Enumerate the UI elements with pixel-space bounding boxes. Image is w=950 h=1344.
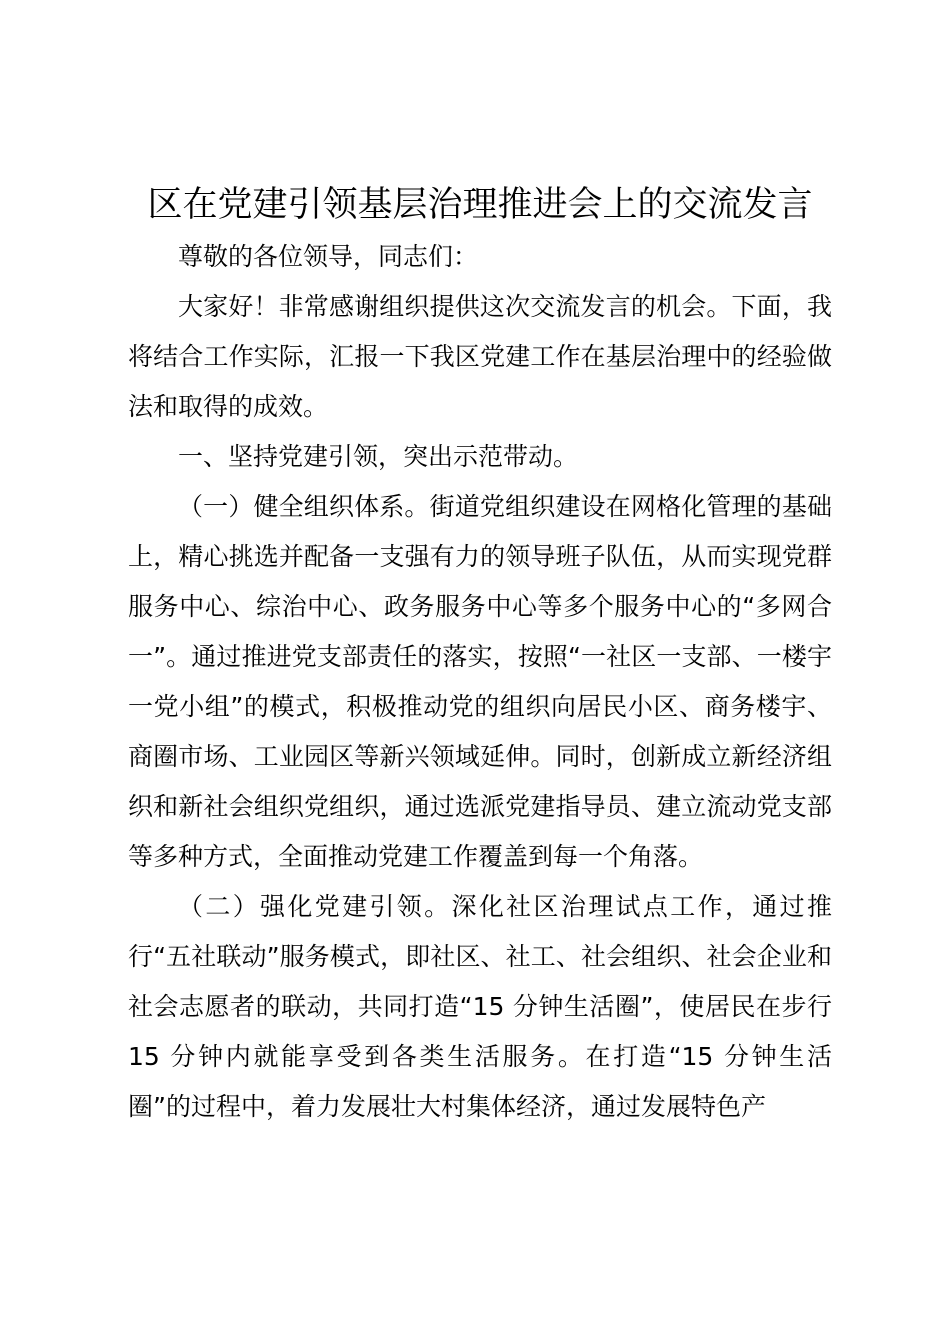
subsection-paragraph-2: （二）强化党建引领。深化社区治理试点工作，通过推行“五社联动”服务模式，即社区、社工、社会组织、社会企业和社会志愿者的联动，共同打造“15 分钟生活圈”，使居民在步行 15 分钟内就能享受到各类生活服务。在打造“15 分钟生活圈”的过程中，着力发展壮大村集体经济，通过发展特色产: [128, 892, 832, 1121]
opening-paragraph: 大家好！非常感谢组织提供这次交流发言的机会。下面，我将结合工作实际，汇报一下我区党建工作在基层治理中的经验做法和取得的成效。: [128, 292, 832, 421]
section-heading-1: 一、坚持党建引领，突出示范带动。: [178, 442, 579, 471]
subsection-paragraph-1: （一）健全组织体系。街道党组织建设在网格化管理的基础上，精心挑选并配备一支强有力的领导班子队伍，从而实现党群服务中心、综治中心、政务服务中心等多个服务中心的“多网合一”。通过推进党支部责任的落实，按照“一社区一支部、一楼宇一党小组”的模式，积极推动党的组织向居民小区、商务楼宇、商圈市场、工业园区等新兴领域延伸。同时，创新成立新经济组织和新社会组织党组织，通过选派党建指导员、建立流动党支部等多种方式，全面推动党建工作覆盖到每一个角落。: [128, 492, 832, 871]
document-title: 区在党建引领基层治理推进会上的交流发言: [147, 185, 813, 225]
document-body: [128, 232, 832, 1132]
salutation-paragraph: 尊敬的各位领导，同志们：: [178, 242, 479, 271]
